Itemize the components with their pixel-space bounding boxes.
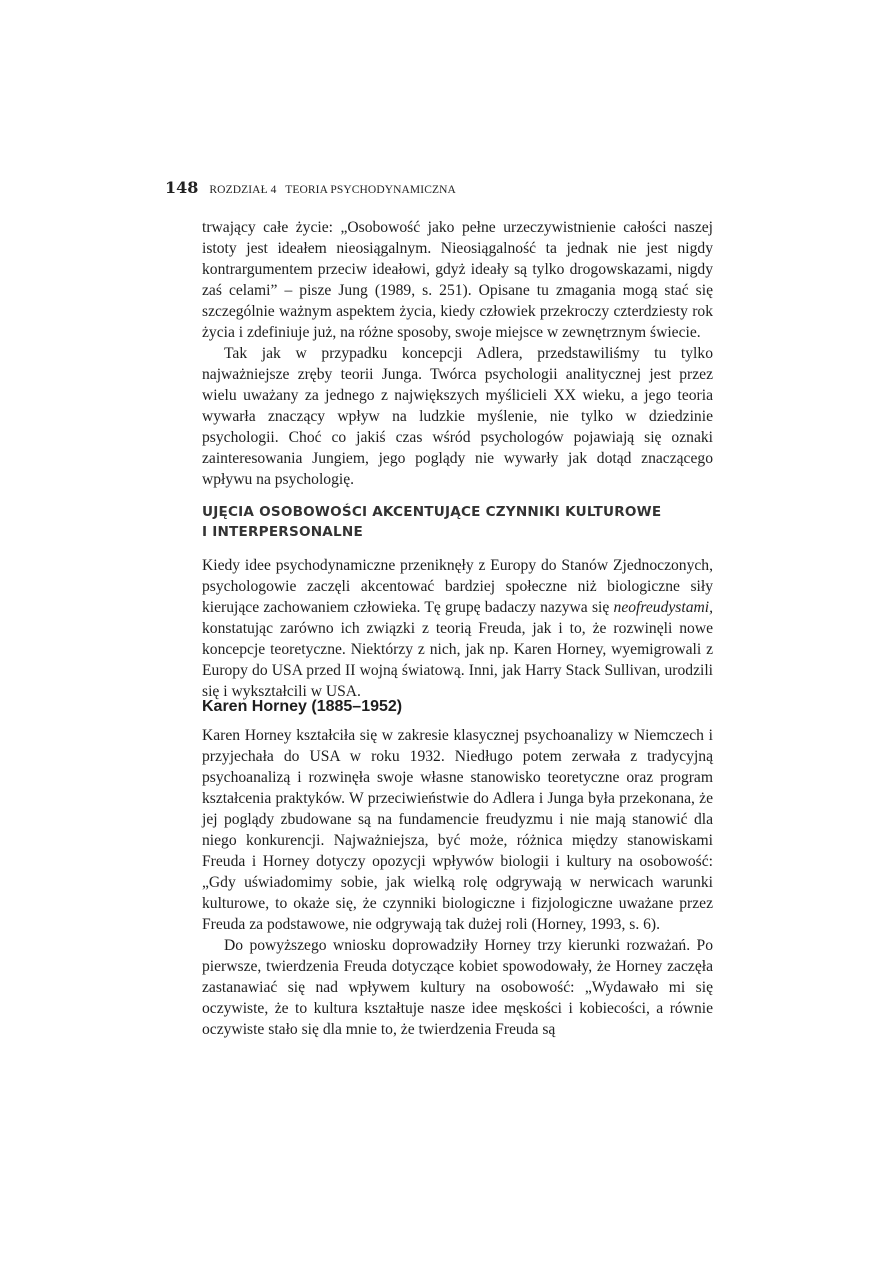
running-head — [165, 178, 456, 197]
page-number: 148 — [165, 178, 199, 197]
section-heading-line-1: UJĘCIA OSOBOWOŚCI AKCENTUJĄCE CZYNNIKI KULTUROWE — [202, 504, 662, 520]
paragraph-jung-summary: Tak jak w przypadku koncepcji Adlera, przedstawiliśmy tu tylko najważniejsze zręby teorii Junga. Twórca psychologii analitycznej jest przez wielu uważany za jednego z największych myślicieli XX wieku, a jego teoria wywarła znaczący wpływ na ludzkie myślenie, nie tylko w dziedzinie psychologii. Choć co jakiś czas wśród psychologów pojawiają się oznaki zainteresowania Jungiem, jego poglądy nie wywarły jak dotąd znaczącego wpływu na psychologię. — [202, 345, 713, 488]
paragraph-neofreudians-part-2: konstatując zarówno ich związki z teorią Freuda, jak i to, że rozwinęli nowe koncepcje teoretyczne. Niektórzy z nich, jak np. Karen Horney, wyemigrowali z Europy do USA przed II wojną światową. Inni, jak Harry Stack Sullivan, urodzili się i wykształcili w USA. — [202, 620, 713, 700]
section-heading-line-2: I INTERPERSONALNE — [202, 524, 363, 540]
paragraph-neofreudians-part-1: Kiedy idee psychodynamiczne przeniknęły z Europy do Stanów Zjednoczonych, psychologowie zaczęli akcentować bardziej społeczne niż biologiczne siły kierujące zachowaniem człowieka. Tę grupę badaczy nazywa się — [202, 557, 713, 616]
subsection-heading: Karen Horney (1885–1952) — [202, 698, 403, 715]
opening-text-block — [202, 217, 713, 490]
horney-text-block — [202, 725, 713, 1040]
section-heading — [202, 502, 661, 542]
section-text-block — [202, 555, 713, 702]
emphasis-neofreudysci: neofreudystami, — [613, 599, 713, 616]
paragraph-horney-reasons: Do powyższego wniosku doprowadziły Horney trzy kierunki rozważań. Po pierwsze, twierdzenia Freuda dotyczące kobiet spowodowały, że Horney zaczęła zastanawiać się nad wpływem kultury na osobowość: „Wydawało mi się oczywiste, że to kultura kształtuje nasze idee męskości i kobiecości, a równie oczywiste stało się dla mnie to, że twierdzenia Freuda są — [202, 937, 713, 1038]
paragraph-horney-bio: Karen Horney kształciła się w zakresie klasycznej psychoanalizy w Niemczech i przyjechała do USA w roku 1932. Niedługo potem zerwała z tradycyjną psychoanalizą i rozwinęła swoje własne stanowisko teoretyczne oraz program kształcenia praktyków. W przeciwieństwie do Adlera i Junga była przekonana, że jej poglądy zbudowane są na fundamencie freudyzmu i nie mają stanowić dla niego konkurencji. Najważniejsza, być może, różnica między stanowiskami Freuda i Horney dotyczy opozycji wpływów biologii i kultury na osobowość: „Gdy uświadomimy sobie, jak wielką rolę odgrywają w nerwicach warunki kulturowe, to okaże się, że czynniki biologiczne i fizjologiczne uważane przez Freuda za podstawowe, nie odgrywają tak dużej roli (Horney, 1993, s. 6). — [202, 727, 713, 933]
paragraph-neofreudians — [202, 555, 713, 702]
paragraph-continuation: trwający całe życie: „Osobowość jako pełne urzeczywistnienie całości naszej istoty jest ideałem nieosiągalnym. Nieosiągalność ta jednak nie jest nigdy kontrargumentem przeciw ideałowi, gdyż ideały są tylko drogowskazami, nigdy zaś celami” – pisze Jung (1989, s. 251). Opisane tu zmagania mogą stać się szczególnie ważnym aspektem życia, kiedy człowiek przekroczy czterdziesty rok życia i zdefiniuje już, na różne sposoby, swoje miejsce w zewnętrznym świecie. — [202, 219, 713, 341]
running-title: ROZDZIAŁ 4 TEORIA PSYCHODYNAMICZNA — [209, 184, 456, 196]
